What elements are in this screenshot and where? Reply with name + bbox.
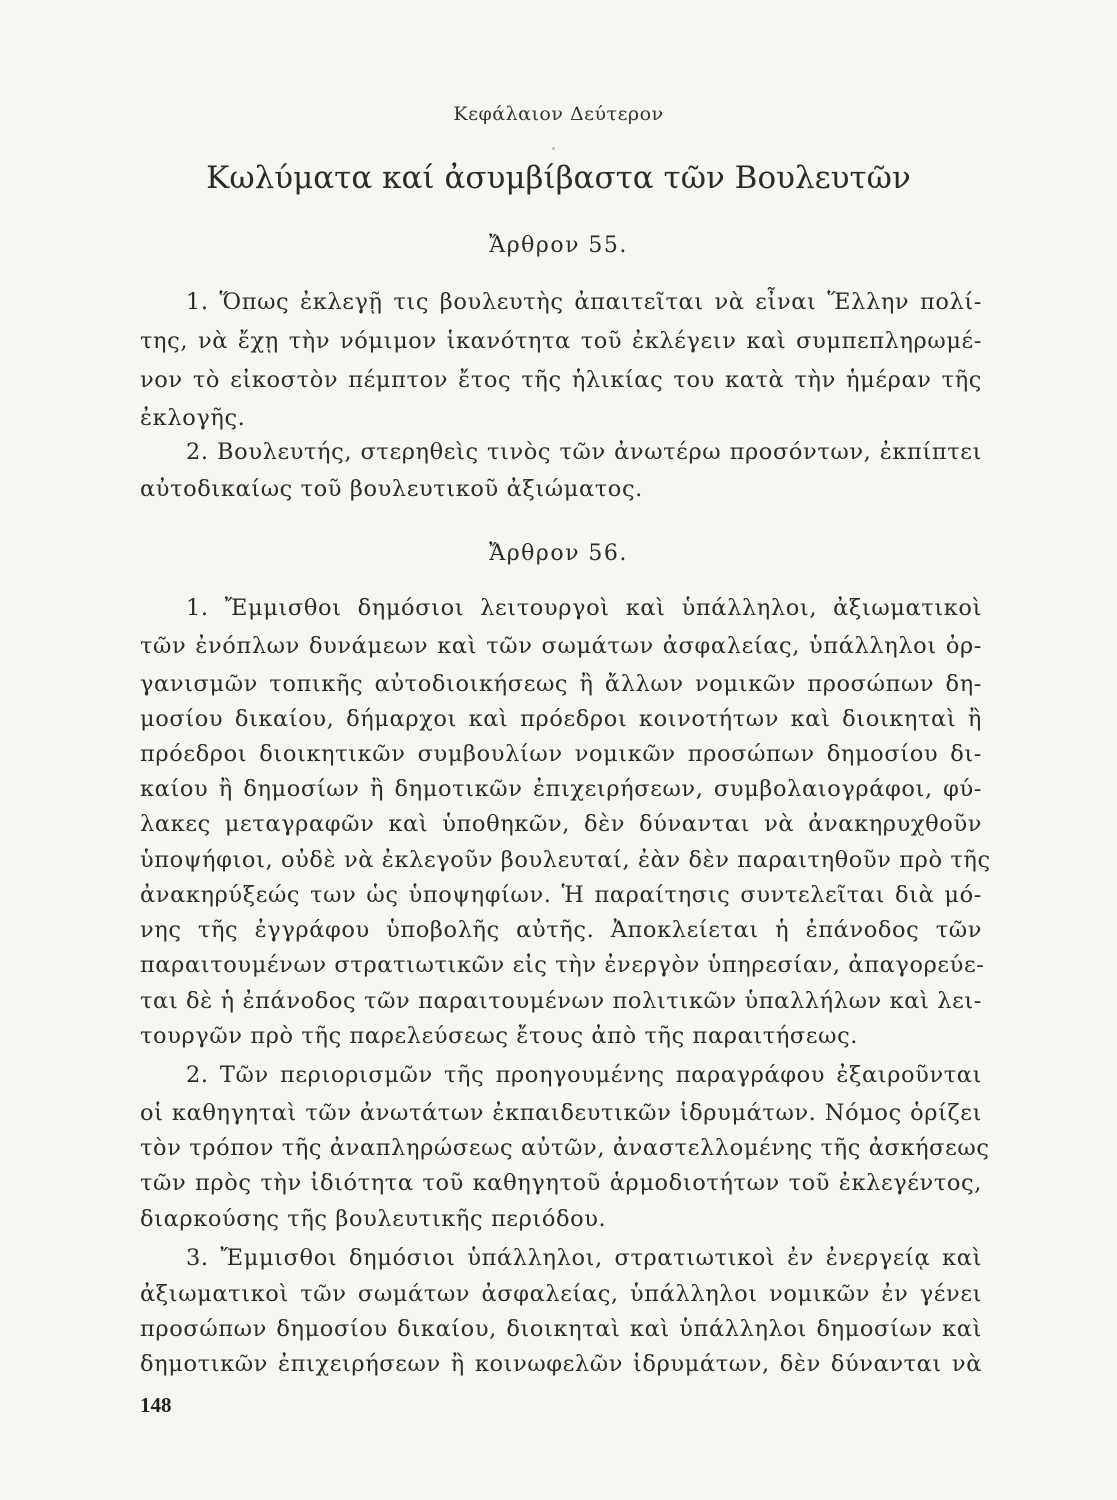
article-56-line: παραιτουμένων στρατιωτικῶν εἰς τὴν ἐνεργὸν ὑπηρεσίαν, ἀπαγορεύε- xyxy=(140,952,985,978)
article-56-line: λακες μεταγραφῶν καὶ ὑποθηκῶν, δὲν δύνανται νὰ ἀνακηρυχθοῦν xyxy=(140,811,982,837)
article-56-line: 2. Τῶν περιορισμῶν τῆς προηγουμένης παραγράφου ἐξαιροῦνται xyxy=(186,1062,982,1088)
article-56-line: δημοτικῶν ἐπιχειρήσεων ἢ κοινωφελῶν ἱδρυμάτων, δὲν δύνανται νὰ xyxy=(140,1351,982,1377)
article-56-line: 1. Ἔμμισθοι δημόσιοι λειτουργοὶ καὶ ὑπάλληλοι, ἀξιωματικοὶ xyxy=(186,595,982,621)
article-55-line: νον τὸ εἰκοστὸν πέμπτον ἔτος τῆς ἡλικίας του κατὰ τὴν ἡμέραν τῆς xyxy=(140,367,982,393)
article-55-line: 2. Βουλευτής, στερηθεὶς τινὸς τῶν ἀνωτέρω προσόντων, ἐκπίπτει xyxy=(186,439,982,465)
article-56-line: ἀξιωματικοὶ τῶν σωμάτων ἀσφαλείας, ὑπάλληλοι νομικῶν ἐν γένει xyxy=(140,1281,982,1307)
article-55-heading: Ἄρθρον 55. xyxy=(489,233,628,258)
article-56-line: ὑποψήφιοι, οὐδὲ νὰ ἐκλεγοῦν βουλευταί, ἐὰν δὲν παραιτηθοῦν πρὸ τῆς xyxy=(140,847,991,873)
article-56-line: τῶν ἐνόπλων δυνάμεων καὶ τῶν σωμάτων ἀσφαλείας, ὑπάλληλοι ὀρ- xyxy=(140,633,982,659)
article-56-line: 3. Ἔμμισθοι δημόσιοι ὑπάλληλοι, στρατιωτικοὶ ἐν ἐνεργείᾳ καὶ xyxy=(186,1245,982,1271)
article-56-line: τουργῶν πρὸ τῆς παρελεύσεως ἔτους ἀπὸ τῆς παραιτήσεως. xyxy=(140,1023,859,1049)
article-56-line: ἀνακηρύξεώς των ὡς ὑποψηφίων. Ἡ παραίτησις συντελεῖται διὰ μό- xyxy=(140,882,982,908)
page-number: 148 xyxy=(140,1393,172,1417)
chapter-heading: Κεφάλαιον Δεύτερον xyxy=(453,103,664,125)
article-56-line: μοσίου δικαίου, δήμαρχοι καὶ πρόεδροι κοινοτήτων καὶ διοικηταὶ ἢ xyxy=(140,706,982,732)
paper-speck xyxy=(552,147,555,150)
article-56-line: οἱ καθηγηταὶ τῶν ἀνωτάτων ἐκπαιδευτικῶν ἱδρυμάτων. Νόμος ὁρίζει xyxy=(140,1100,982,1126)
article-56-line: πρόεδροι διοικητικῶν συμβουλίων νομικῶν προσώπων δημοσίου δι- xyxy=(140,741,982,767)
article-55-line: αὐτοδικαίως τοῦ βουλευτικοῦ ἀξιώματος. xyxy=(140,476,643,502)
article-56-line: καίου ἢ δημοσίων ἢ δημοτικῶν ἐπιχειρήσεων, συμβολαιογράφοι, φύ- xyxy=(140,776,982,802)
article-55-line: της, νὰ ἔχῃ τὴν νόμιμον ἱκανότητα τοῦ ἐκλέγειν καὶ συμπεπληρωμέ- xyxy=(140,328,982,354)
article-56-line: τὸν τρόπον τῆς ἀναπληρώσεως αὐτῶν, ἀναστελλομένης τῆς ἀσκήσεως xyxy=(140,1135,990,1161)
article-55-line: 1. Ὅπως ἐκλεγῇ τις βουλευτὴς ἀπαιτεῖται νὰ εἶναι Ἕλλην πολί- xyxy=(186,289,982,315)
article-56-line: προσώπων δημοσίου δικαίου, διοικηταὶ καὶ ὑπάλληλοι δημοσίων καὶ xyxy=(140,1316,982,1342)
article-56-line: τῶν πρὸς τὴν ἰδιότητα τοῦ καθηγητοῦ ἁρμοδιοτήτων τοῦ ἐκλεγέντος, xyxy=(140,1170,982,1196)
article-56-line: νης τῆς ἐγγράφου ὑποβολῆς αὐτῆς. Ἀποκλείεται ἡ ἐπάνοδος τῶν xyxy=(140,917,982,943)
article-56-line: ται δὲ ἡ ἐπάνοδος τῶν παραιτουμένων πολιτικῶν ὑπαλλήλων καὶ λει- xyxy=(140,988,982,1014)
chapter-title: Κωλύματα καί ἀσυμβίβαστα τῶν Βουλευτῶν xyxy=(206,160,911,196)
article-55-line: ἐκλογῆς. xyxy=(140,405,246,431)
article-56-line: διαρκούσης τῆς βουλευτικῆς περιόδου. xyxy=(140,1206,607,1232)
article-56-heading: Ἄρθρον 56. xyxy=(489,541,628,566)
article-56-line: γανισμῶν τοπικῆς αὐτοδιοικήσεως ἢ ἄλλων νομικῶν προσώπων δη- xyxy=(140,671,982,697)
